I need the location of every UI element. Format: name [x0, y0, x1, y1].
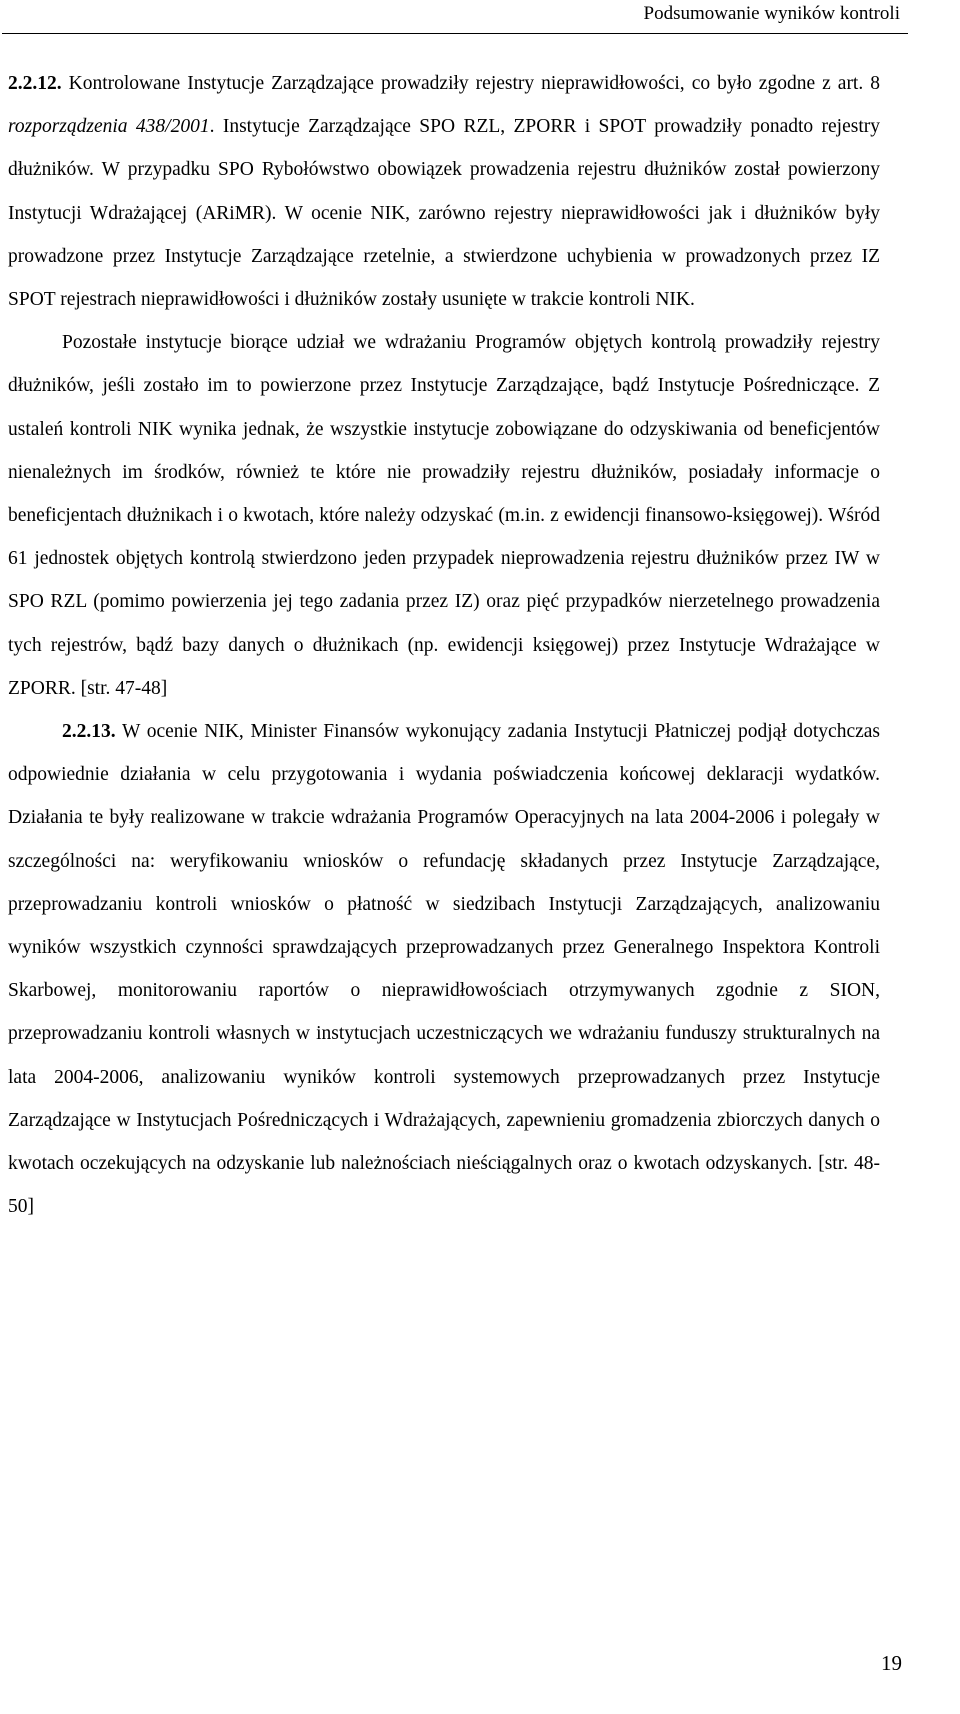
paragraph-2-2-12: [8, 62, 880, 321]
document-body: [8, 62, 880, 1228]
paragraph-2-2-13: [8, 710, 880, 1228]
paragraph-text: . Instytucje Zarządzające SPO RZL, ZPORR i SPOT prowadziły ponadto rejestry dłużników. W przypadku SPO Rybołówstwo obowiązek prowadzenia rejestru dłużników został powierzony Instytucji Wdrażającej (ARiMR). W ocenie NIK, zarówno rejestry nieprawidłowości jak i dłużników były prowadzone przez Instytucje Zarządzające rzetelnie, a stwierdzone uchybienia w prowadzonych przez IZ SPOT rejestrach nieprawidłowości i dłużników zostały usunięte w trakcie kontroli NIK.: [8, 116, 880, 311]
page-number: 19: [881, 1651, 902, 1675]
section-number: 2.2.13.: [62, 721, 116, 743]
running-header: Podsumowanie wyników kontroli: [643, 3, 900, 24]
paragraph-text: W ocenie NIK, Minister Finansów wykonujący zadania Instytucji Płatniczej podjął dotychczas odpowiednie działania w celu przygotowania i wydania poświadczenia końcowej deklaracji wydatków. Działania te były realizowane w trakcie wdrażania Programów Operacyjnych na lata 2004-2006 i polegały w szczególności na: weryfikowaniu wniosków o refundację składanych przez Instytucje Zarządzające, przeprowadzaniu kontroli wniosków o płatność w siedzibach Instytucji Zarządzających, analizowaniu wyników wszystkich czynności sprawdzających przeprowadzanych przez Generalnego Inspektora Kontroli Skarbowej, monitorowaniu raportów o nieprawidłowościach otrzymywanych zgodnie z SION, przeprowadzaniu kontroli własnych w instytucjach uczestniczących we wdrażaniu funduszy strukturalnych na lata 2004-2006, analizowaniu wyników kontroli systemowych przeprowadzanych przez Instytucje Zarządzające w Instytucjach Pośredniczących i Wdrażających, zapewnieniu gromadzenia zbiorczych danych o kwotach oczekujących na odzyskanie lub należnościach nieściągalnych oraz o kwotach odzyskanych. [str. 48-50]: [8, 721, 880, 1218]
regulation-reference: rozporządzenia 438/2001: [8, 116, 210, 138]
paragraph-text: Kontrolowane Instytucje Zarządzające prowadziły rejestry nieprawidłowości, co było zgodne z art. 8: [61, 73, 880, 94]
header-divider: [2, 33, 908, 34]
section-number: 2.2.12.: [8, 73, 62, 94]
paragraph-other-institutions: Pozostałe instytucje biorące udział we wdrażaniu Programów objętych kontrolą prowadziły rejestry dłużników, jeśli zostało im to powierzone przez Instytucje Zarządzające, bądź Instytucje Pośredniczące. Z ustaleń kontroli NIK wynika jednak, że wszystkie instytucje zobowiązane do odzyskiwania od beneficjentów nienależnych im środków, również te które nie prowadziły rejestru dłużników, posiadały informacje o beneficjentach dłużnikach i o kwotach, które należy odzyskać (m.in. z ewidencji finansowo-księgowej). Wśród 61 jednostek objętych kontrolą stwierdzono jeden przypadek nieprowadzenia rejestru dłużników przez IW w SPO RZL (pomimo powierzenia jej tego zadania przez IZ) oraz pięć przypadków nierzetelnego prowadzenia tych rejestrów, bądź bazy danych o dłużnikach (np. ewidencji księgowej) przez Instytucje Wdrażające w ZPORR. [str. 47-48]: [8, 332, 880, 699]
